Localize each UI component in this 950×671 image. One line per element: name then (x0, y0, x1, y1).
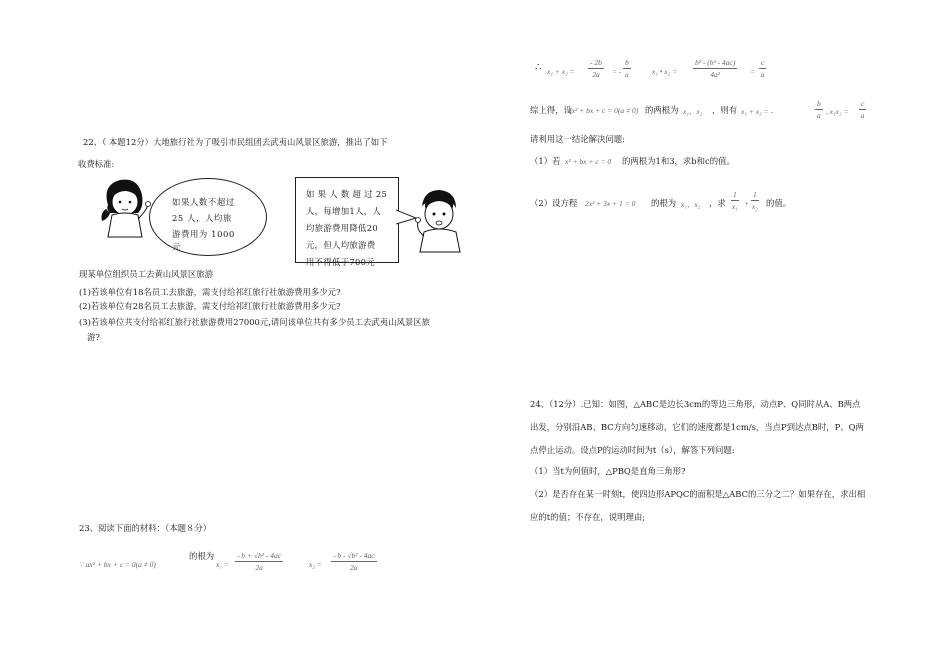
summary-roots: x₁、x₂ (683, 107, 703, 116)
use-prompt: 请利用这一结论解决问题: (530, 134, 625, 144)
q22-item: 游? (87, 332, 100, 342)
q24-line: （2）是否存在某一时刻t，使四边形APQC的面积是△ABC的三分之二？如果存在，求出相 (530, 489, 866, 499)
boy-illustration (412, 186, 464, 254)
q23-x2: x₂ = (309, 560, 322, 569)
summary-mid: 的两根为 (645, 105, 679, 115)
summary-sum: x₁ + x₂ = - (741, 107, 773, 116)
q24-line: 24、（12分）.已知：如图，△ABC是边长3cm的等边三角形，动点P、Q同时从A、B两点 (530, 399, 861, 409)
q22-item: (1)若该单位有18名员工去旅游，需支付给祁红旅行社旅游费用多少元? (79, 287, 341, 297)
bubble-right-line: 均旅游费用降低20 (306, 223, 378, 233)
q23-num1: - b + √b² - 4ac (237, 551, 282, 560)
p1-post: 的两根为1和3，求b和c的值。 (622, 156, 735, 166)
bubble-left-line: 25 人，人均旅 (172, 213, 232, 223)
bubble-right-line: 如 果 人 数 超 过 25 (306, 189, 388, 199)
q23-x1: x₁ = (216, 560, 229, 569)
a-den: a (625, 70, 629, 79)
c-num: c (861, 99, 865, 108)
eq-sign: = (750, 67, 756, 76)
q24-line: （1）当t为何值时，△PBQ是直角三角形? (530, 466, 686, 476)
girl-illustration (98, 175, 156, 239)
q23-fraction-x2 (331, 551, 377, 572)
q24-line: 应的t的值；不存在，说明理由; (530, 512, 646, 522)
c-num: c (761, 58, 765, 67)
vieta-prod-label: x₁ • x₂ = (652, 67, 678, 76)
p2-mid: 的根为 (651, 198, 677, 208)
p2-pre: （2）设方程 (530, 198, 578, 208)
c-over-a (759, 58, 766, 79)
vieta-sum-label: x₁ + x₂ = (547, 67, 575, 76)
summary-c-over-a (859, 99, 866, 120)
b-num: b (625, 58, 629, 67)
bubble-right-line: 元，但人均旅游费 (306, 240, 376, 250)
prod-num: b² - (b² - 4ac) (695, 58, 736, 67)
q22-intro: 现某单位组织员工去黄山风景区旅游 (79, 269, 213, 279)
a-den: a (860, 111, 865, 120)
q23-because: ∵ ax² + bx + c = 0(a ≠ 0) (79, 560, 156, 569)
p1-eq: x² + bx + c = 0 (565, 157, 612, 166)
frac-num: 1 (733, 190, 737, 199)
therefore-symbol: ∴ (535, 62, 542, 73)
prod-den: 4a² (710, 70, 721, 79)
a-den: a (760, 70, 765, 79)
p1-pre: （1）若 (530, 156, 561, 166)
q22-title: 22、（ 本题12分）大地旅行社为了吸引市民组团去武夷山风景区旅游，推出了如下 (83, 137, 388, 147)
b-num: b (817, 99, 821, 108)
frac-den: x₁ (731, 202, 738, 211)
p2-roots: x₁、x₂ (681, 200, 701, 209)
q24-line: 点停止运动。设点P的运动时间为t（s），解答下列问题: (530, 445, 735, 455)
summary-eq: ax² + bx + c = 0(a ≠ 0) (568, 106, 639, 115)
q23-den: 2a (255, 563, 263, 572)
bubble-left-line: 如果人数不超过 (172, 197, 235, 207)
bubble-right-line: 人，每增加1人，人 (306, 206, 382, 216)
p2-tail: 的值。 (766, 198, 792, 208)
q24-line: 出发，分别沿AB、BC方向匀速移动，它们的速度都是1cm/s，当点P到达点B时，P、Q两 (530, 422, 864, 432)
q23-roots-text: 的根为 (189, 551, 215, 561)
summary-prod: , x₁x₂ = (826, 107, 849, 116)
frac-num: 1 (753, 190, 757, 199)
b-over-a (623, 58, 631, 79)
q23-den: 2a (350, 563, 358, 572)
plus-sign: + (744, 199, 750, 208)
frac-den: x₂ (751, 202, 758, 211)
bubble-left-line: 游费用为 1000 (172, 229, 235, 239)
p2-ask: ，求 (709, 198, 726, 208)
summary-b-over-a (815, 99, 823, 120)
speech-bubble-right-text (306, 186, 402, 271)
bubble-left-line: 元 (172, 242, 181, 252)
q22-item: (2)若该单位有28名员工去旅游，需支付给祁红旅行社旅游费用多少元? (79, 301, 341, 311)
p2-fraction-2 (751, 190, 759, 211)
speech-bubble-left-text (172, 194, 252, 252)
eq-minus: = - (612, 67, 622, 76)
p2-fraction-1 (731, 190, 739, 211)
q23-title: 23、阅读下面的材料：（本题８分） (79, 523, 212, 533)
bubble-right-line: 用不得低于700元 (306, 257, 375, 267)
a-den: a (817, 111, 821, 120)
summary-pre: 综上得，设 (530, 105, 572, 115)
sum-num: - 2b (590, 58, 602, 67)
sum-den: 2a (592, 70, 600, 79)
vieta-prod-fraction (693, 58, 737, 79)
q23-fraction-x1 (235, 551, 283, 572)
q22-title-cont: 收费标准: (78, 159, 115, 169)
q22-item: (3)若该单位共支付给祁红旅行社旅游费用27000元,请问该单位共有多少员工去武夷山风景区旅 (79, 317, 431, 327)
vieta-sum-fraction (588, 58, 604, 79)
p2-eq: 2x² + 3x + 1 = 0 (585, 199, 636, 208)
summary-then: ，则有 (712, 105, 738, 115)
q23-num2: - b - √b² - 4ac (333, 551, 375, 560)
